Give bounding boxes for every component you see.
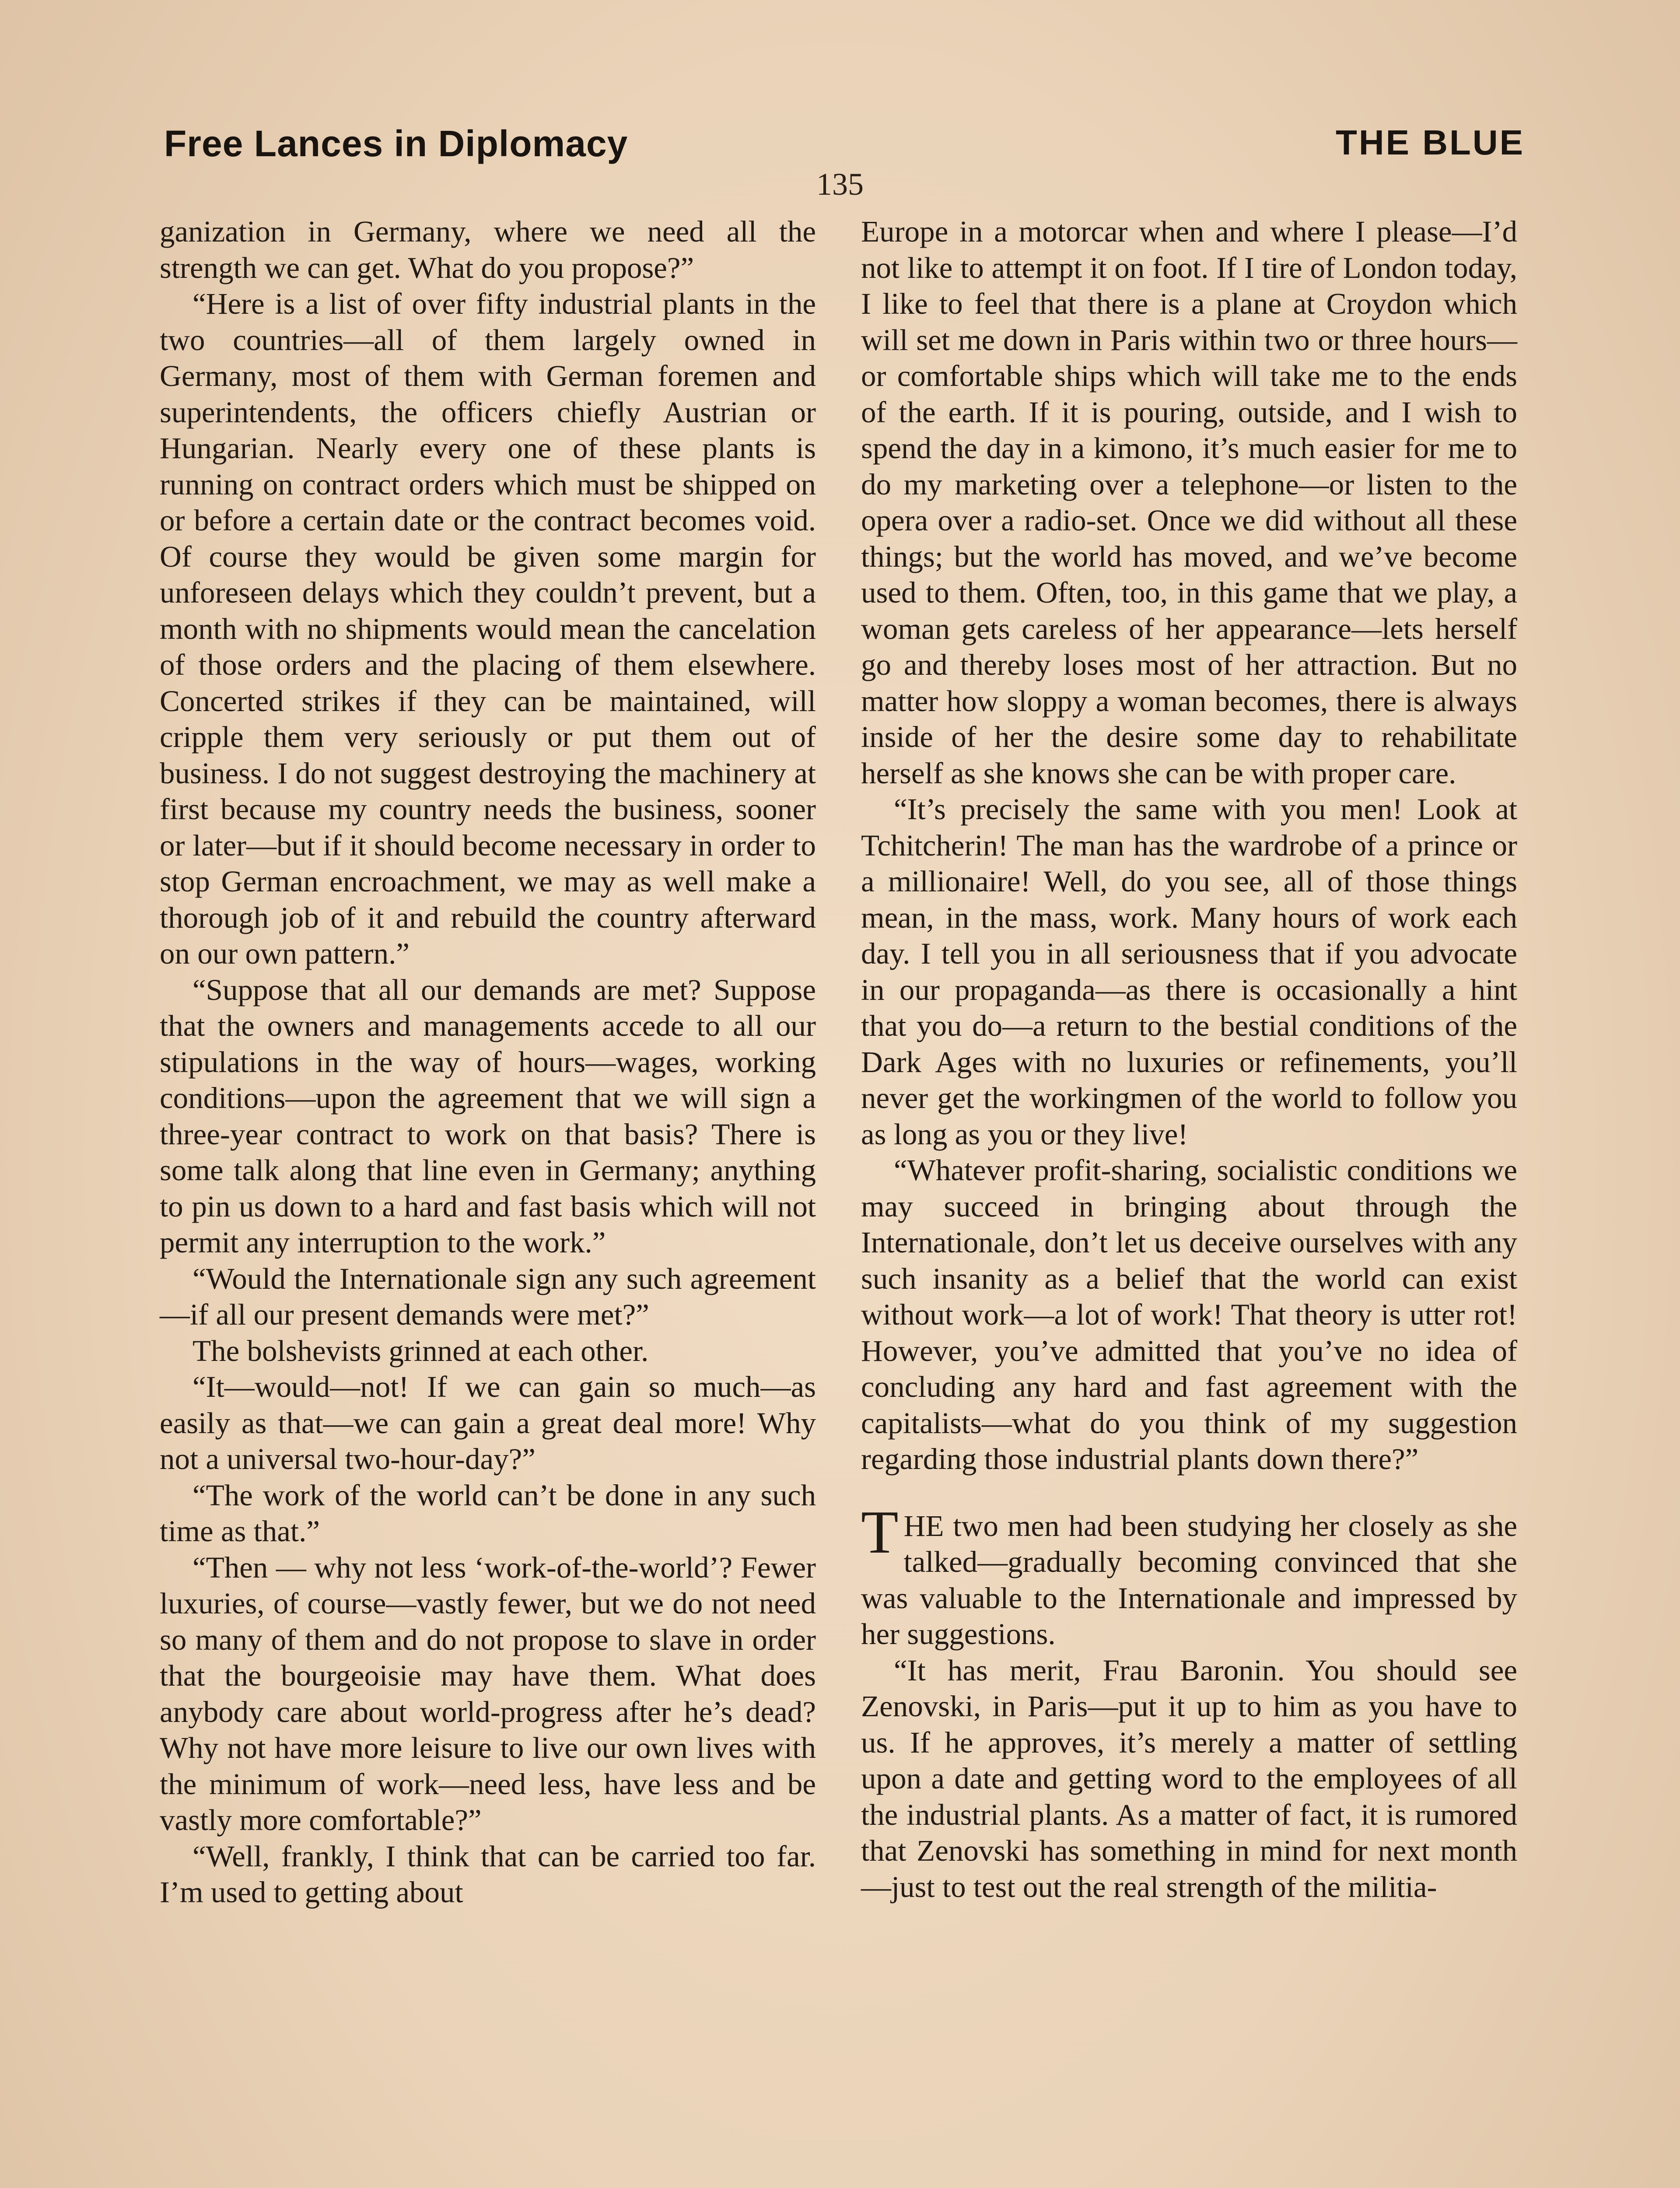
paragraph: “The work of the world can’t be done in any such time as that.” bbox=[160, 1478, 816, 1548]
paragraph: “Whatever profit-sharing, socialistic conditions we may succeed in bringing about through the Internationale, don’t let us deceive ourselves with any such insanity as a belief that the world can exist without work—a lot of work! That theory is utter rot! However, you’ve admitted that you’ve no idea of concluding any hard and fast agreement with the capitalists—what do you think of my suggestion regarding those industrial plants down there?” bbox=[861, 1154, 1517, 1476]
running-head-title: Free Lances in Diplomacy bbox=[164, 123, 628, 164]
paragraph: Europe in a motorcar when and where I please—I’d not like to attempt it on foot. If I tire of London today, I like to feel that there is a plane at Croydon which will set me down in Paris within two or three hours—or comfortable ships which will take me to the ends of the earth. If it is pouring, outside, and I wish to spend the day in a kimono, it’s much easier for me to do my marketing over a telephone—or listen to the opera over a radio-set. Once we did without all these things; but the world has moved, and we’ve become used to them. Often, too, in this game that we play, a woman gets careless of her appearance—lets herself go and thereby loses most of her attraction. But no matter how sloppy a woman becomes, there is always inside of her the desire some day to rehabilitate herself as she knows she can be with proper care. bbox=[861, 215, 1517, 790]
paragraph: “Here is a list of over fifty industrial plants in the two countries—all of them largely owned in Germany, most of them with German foremen and superintendents, the officers chiefly Austrian or Hungarian. Nearly every one of these plants is running on contract orders which must be shipped on or before a certain date or the contract becomes void. Of course they would be given some margin for unforeseen delays which they couldn’t prevent, but a month with no shipments would mean the cancelation of those orders and the placing of them elsewhere. Concerted strikes if they can be maintained, will cripple them very seriously or put them out of business. I do not suggest destroying the machinery at first because my country needs the business, sooner or later—but if it should become necessary in order to stop German encroachment, we may as well make a thorough job of it and rebuild the country afterward on our own pattern.” bbox=[160, 287, 816, 970]
paragraph: The bolshevists grinned at each other. bbox=[192, 1334, 649, 1368]
paragraph: “Then — why not less ‘work-of-the-world’? Fewer luxuries, of course—vastly fewer, but we do not need so many of them and do not propose to slave in order that the bourgeoisie may have them. What does anybody care about world-progress after he’s dead? Why not have more leisure to live our own lives with the minimum of work—need less, have less and be vastly more comfortable?” bbox=[160, 1550, 816, 1837]
left-column bbox=[160, 214, 816, 1911]
paragraph: “It has merit, Frau Baronin. You should see Zenovski, in Paris—put it up to him as you have to us. If he approves, it’s merely a matter of settling upon a date and getting word to the employees of all the industrial plants. As a matter of fact, it is rumored that Zenovski has something in mind for next month—just to test out the real strength of the militia- bbox=[861, 1653, 1517, 1904]
paragraph: “Suppose that all our demands are met? Suppose that the owners and managements accede to all our stipulations in the way of hours—wages, working conditions—upon the agreement that we will sign a three-year contract to work on that basis? There is some talk along that line even in Germany; anything to pin us down to a hard and fast basis which will not permit any interruption to the work.” bbox=[160, 973, 816, 1259]
page-number: 135 bbox=[816, 167, 864, 202]
paragraph: “It—would—not! If we can gain so much—as easily as that—we can gain a great deal more! Why not a universal two-hour-day?” bbox=[160, 1370, 816, 1476]
paragraph: ganization in Germany, where we need all the strength we can get. What do you propose?” bbox=[160, 215, 816, 284]
right-column bbox=[861, 214, 1517, 1905]
section-opening-paragraph: THE two men had been studying her closely as she talked—gradually becoming convinced that she was valuable to the Internationale and impressed by her suggestions. bbox=[861, 1498, 1517, 1651]
drop-cap-letter: T bbox=[861, 1498, 899, 1566]
paragraph: “Would the Internationale sign any such agreement—if all our present demands were met?” bbox=[160, 1262, 816, 1331]
paragraph: “It’s precisely the same with you men! Look at Tchitcherin! The man has the wardrobe of a prince or a millionaire! Well, do you see, all of those things mean, in the mass, work. Many hours of work each day. I tell you in all seriousness that if you advocate in our propaganda—as there is occasionally a hint that you do—a return to the bestial conditions of the Dark Ages with no luxuries or refinements, you’ll never get the workingmen of the world to follow you as long as you or they live! bbox=[861, 792, 1517, 1151]
running-head-magazine: THE BLUE bbox=[1336, 123, 1525, 162]
paragraph: “Well, frankly, I think that can be carried too far. I’m used to getting about bbox=[160, 1839, 816, 1909]
